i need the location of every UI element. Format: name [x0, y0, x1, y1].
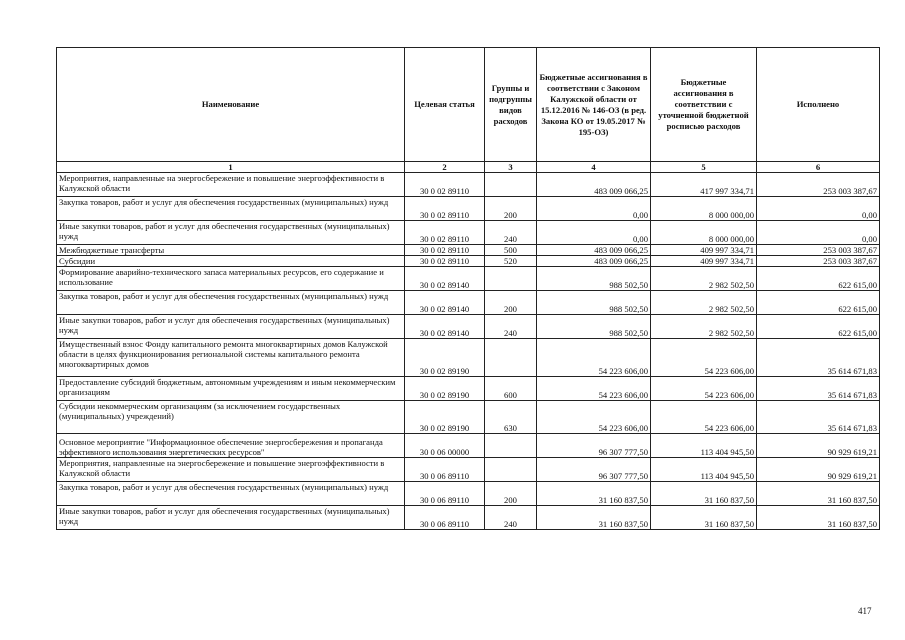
row-name: Закупка товаров, работ и услуг для обеспечения государственных (муниципальных) нужд — [57, 291, 405, 315]
table-row — [57, 315, 880, 339]
table-row — [57, 339, 880, 377]
row-executed-amount: 622 615,00 — [757, 291, 880, 315]
row-target-article: 30 0 06 00000 — [405, 434, 485, 458]
row-expense-group — [485, 173, 537, 197]
row-name: Межбюджетные трансферты — [57, 245, 405, 256]
row-law-amount: 988 502,50 — [537, 267, 651, 291]
row-target-article: 30 0 06 89110 — [405, 506, 485, 530]
row-target-article: 30 0 02 89110 — [405, 173, 485, 197]
row-executed-amount: 622 615,00 — [757, 267, 880, 291]
row-law-amount: 483 009 066,25 — [537, 173, 651, 197]
row-executed-amount: 31 160 837,50 — [757, 506, 880, 530]
row-name: Имущественный взнос Фонду капитального ремонта многоквартирных домов Калужской области в целях функционирования региональной системы капитального ремонта многоквартирных домов — [57, 339, 405, 377]
budget-table — [56, 47, 880, 530]
row-refined-amount: 2 982 502,50 — [651, 291, 757, 315]
table-row — [57, 377, 880, 401]
row-target-article: 30 0 02 89190 — [405, 339, 485, 377]
row-expense-group: 630 — [485, 401, 537, 434]
table-row — [57, 401, 880, 434]
row-expense-group — [485, 339, 537, 377]
row-name: Закупка товаров, работ и услуг для обеспечения государственных (муниципальных) нужд — [57, 197, 405, 221]
row-law-amount: 483 009 066,25 — [537, 245, 651, 256]
header-name: Наименование — [57, 48, 405, 162]
row-law-amount: 54 223 606,00 — [537, 377, 651, 401]
row-refined-amount: 409 997 334,71 — [651, 256, 757, 267]
row-expense-group: 240 — [485, 506, 537, 530]
header-target-article: Целевая статья — [405, 48, 485, 162]
row-refined-amount: 417 997 334,71 — [651, 173, 757, 197]
table-row — [57, 173, 880, 197]
row-executed-amount: 31 160 837,50 — [757, 482, 880, 506]
row-law-amount: 31 160 837,50 — [537, 482, 651, 506]
row-expense-group: 200 — [485, 197, 537, 221]
table-row — [57, 256, 880, 267]
row-refined-amount: 8 000 000,00 — [651, 221, 757, 245]
row-target-article: 30 0 06 89110 — [405, 482, 485, 506]
column-number: 1 — [57, 162, 405, 173]
table-header-row — [57, 48, 880, 162]
header-law-allocations: Бюджетные ассигнования в соответствии с Законом Калужской области от 15.12.2016 № 146-ОЗ (в ред. Закона КО от 19.05.2017 № 195-ОЗ) — [537, 48, 651, 162]
row-executed-amount: 622 615,00 — [757, 315, 880, 339]
row-executed-amount: 0,00 — [757, 221, 880, 245]
row-law-amount: 0,00 — [537, 221, 651, 245]
row-executed-amount: 35 614 671,83 — [757, 339, 880, 377]
row-executed-amount: 35 614 671,83 — [757, 377, 880, 401]
row-expense-group: 520 — [485, 256, 537, 267]
row-expense-group: 600 — [485, 377, 537, 401]
row-target-article: 30 0 02 89190 — [405, 377, 485, 401]
row-refined-amount: 54 223 606,00 — [651, 339, 757, 377]
row-executed-amount: 253 003 387,67 — [757, 173, 880, 197]
column-number: 4 — [537, 162, 651, 173]
row-name: Субсидии некоммерческим организациям (за исключением государственных (муниципальных) учреждений) — [57, 401, 405, 434]
row-name: Иные закупки товаров, работ и услуг для обеспечения государственных (муниципальных) нужд — [57, 315, 405, 339]
row-expense-group: 500 — [485, 245, 537, 256]
row-name: Иные закупки товаров, работ и услуг для обеспечения государственных (муниципальных) нужд — [57, 506, 405, 530]
row-name: Формирование аварийно-технического запаса материальных ресурсов, его содержание и использование — [57, 267, 405, 291]
row-target-article: 30 0 02 89110 — [405, 256, 485, 267]
row-refined-amount: 31 160 837,50 — [651, 482, 757, 506]
row-executed-amount: 253 003 387,67 — [757, 256, 880, 267]
row-target-article: 30 0 02 89110 — [405, 245, 485, 256]
row-target-article: 30 0 02 89140 — [405, 315, 485, 339]
row-target-article: 30 0 06 89110 — [405, 458, 485, 482]
row-target-article: 30 0 02 89140 — [405, 267, 485, 291]
row-executed-amount: 0,00 — [757, 197, 880, 221]
row-name: Основное мероприятие "Информационное обеспечение энергосбережения и пропаганда эффективного использования энергетических ресурсов" — [57, 434, 405, 458]
row-target-article: 30 0 02 89190 — [405, 401, 485, 434]
row-law-amount: 96 307 777,50 — [537, 434, 651, 458]
table-row — [57, 245, 880, 256]
table-row — [57, 434, 880, 458]
row-target-article: 30 0 02 89110 — [405, 197, 485, 221]
page-number: 417 — [858, 606, 872, 616]
row-expense-group — [485, 434, 537, 458]
row-target-article: 30 0 02 89140 — [405, 291, 485, 315]
row-refined-amount: 54 223 606,00 — [651, 377, 757, 401]
table-row — [57, 267, 880, 291]
table-row — [57, 291, 880, 315]
row-refined-amount: 2 982 502,50 — [651, 315, 757, 339]
row-expense-group: 200 — [485, 482, 537, 506]
row-refined-amount: 31 160 837,50 — [651, 506, 757, 530]
row-law-amount: 31 160 837,50 — [537, 506, 651, 530]
table-row — [57, 221, 880, 245]
row-name: Субсидии — [57, 256, 405, 267]
column-number: 3 — [485, 162, 537, 173]
row-executed-amount: 253 003 387,67 — [757, 245, 880, 256]
row-name: Предоставление субсидий бюджетным, автономным учреждениям и иным некоммерческим организациям — [57, 377, 405, 401]
row-name: Закупка товаров, работ и услуг для обеспечения государственных (муниципальных) нужд — [57, 482, 405, 506]
column-number: 5 — [651, 162, 757, 173]
header-executed: Исполнено — [757, 48, 880, 162]
row-law-amount: 988 502,50 — [537, 315, 651, 339]
row-law-amount: 483 009 066,25 — [537, 256, 651, 267]
table-row — [57, 482, 880, 506]
column-number: 6 — [757, 162, 880, 173]
row-target-article: 30 0 02 89110 — [405, 221, 485, 245]
row-refined-amount: 409 997 334,71 — [651, 245, 757, 256]
row-executed-amount: 90 929 619,21 — [757, 458, 880, 482]
row-executed-amount: 35 614 671,83 — [757, 401, 880, 434]
column-number: 2 — [405, 162, 485, 173]
row-expense-group: 240 — [485, 221, 537, 245]
header-refined-allocations: Бюджетные ассигнования в соответствии с уточненной бюджетной росписью расходов — [651, 48, 757, 162]
row-refined-amount: 113 404 945,50 — [651, 434, 757, 458]
row-refined-amount: 2 982 502,50 — [651, 267, 757, 291]
row-law-amount: 54 223 606,00 — [537, 401, 651, 434]
column-number-row — [57, 162, 880, 173]
row-expense-group — [485, 267, 537, 291]
row-expense-group: 200 — [485, 291, 537, 315]
row-law-amount: 0,00 — [537, 197, 651, 221]
row-name: Мероприятия, направленные на энергосбережение и повышение энергоэффективности в Калужской области — [57, 173, 405, 197]
table-row — [57, 197, 880, 221]
row-expense-group: 240 — [485, 315, 537, 339]
row-refined-amount: 54 223 606,00 — [651, 401, 757, 434]
row-name: Мероприятия, направленные на энергосбережение и повышение энергоэффективности в Калужской области — [57, 458, 405, 482]
row-law-amount: 54 223 606,00 — [537, 339, 651, 377]
row-executed-amount: 90 929 619,21 — [757, 434, 880, 458]
row-refined-amount: 113 404 945,50 — [651, 458, 757, 482]
table-row — [57, 458, 880, 482]
row-law-amount: 96 307 777,50 — [537, 458, 651, 482]
row-name: Иные закупки товаров, работ и услуг для обеспечения государственных (муниципальных) нужд — [57, 221, 405, 245]
row-expense-group — [485, 458, 537, 482]
row-law-amount: 988 502,50 — [537, 291, 651, 315]
row-refined-amount: 8 000 000,00 — [651, 197, 757, 221]
header-expense-groups: Группы и подгруппы видов расходов — [485, 48, 537, 162]
table-row — [57, 506, 880, 530]
